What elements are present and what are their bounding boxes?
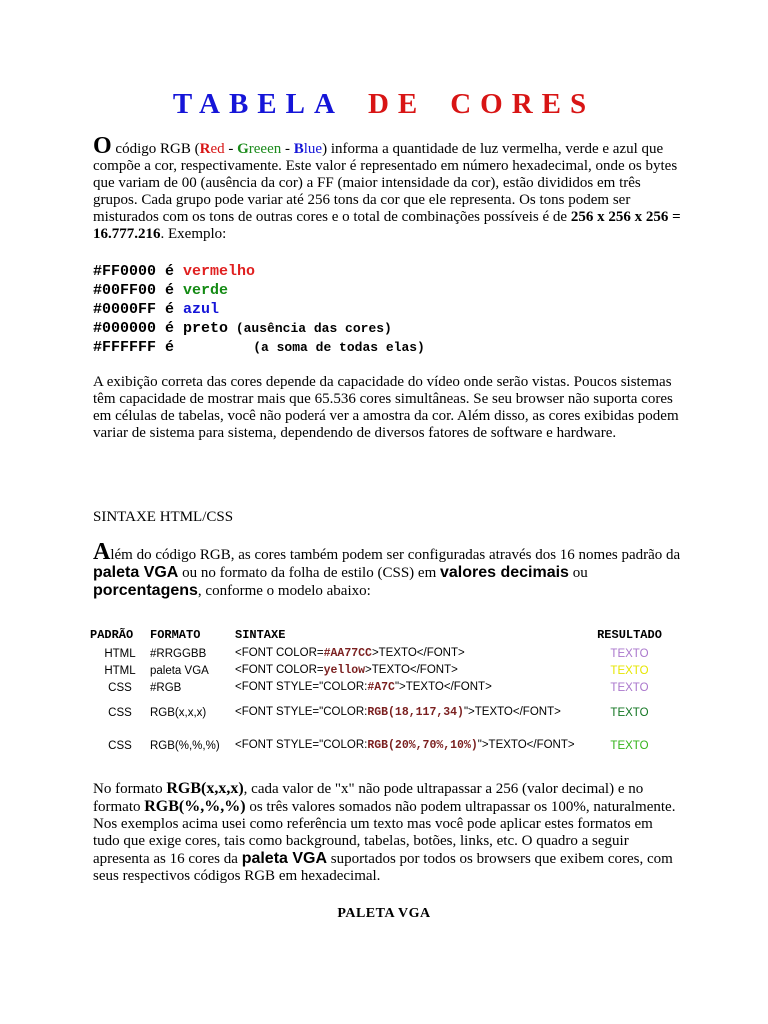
drop-cap: O — [93, 133, 112, 159]
color-note: (ausência das cores) — [228, 321, 392, 336]
blue-rest: lue — [303, 141, 323, 157]
cell-sintaxe — [235, 645, 587, 662]
hex-example-white — [93, 338, 425, 357]
table-row — [90, 729, 672, 762]
drop-cap: A — [93, 539, 111, 565]
cell-resultado: TEXTO — [610, 664, 649, 677]
syntax-pre: <FONT STYLE="COLOR: — [235, 706, 368, 718]
hex-example-red — [93, 262, 425, 281]
cell-sintaxe — [235, 679, 587, 696]
red-rest: ed — [210, 141, 225, 157]
hex-example-blue — [93, 300, 425, 319]
paleta-vga-term: paleta VGA — [93, 564, 179, 581]
intro-text-2: ) informa a quantidade de luz vermelha, verde e azul que compõe a cor, respectivamente. Este valor é representado em número hexadecimal, onde os bytes que variam de 00 (ausência da cor) a FF (maior intensidade da cor), estão divididos em três grupos. Cada grupo pode variar até 256 tons da cor que ele representa. Os tons podem ser misturados com os tons de outras cores e o total de combinações possíveis é de — [93, 141, 678, 225]
paleta-vga-term: paleta VGA — [241, 850, 328, 867]
syntax-paragraph — [93, 539, 683, 600]
syntax-text-1: lém do código RGB, as cores também podem ser configuradas através dos 16 nomes padrão da — [110, 547, 681, 563]
color-note: (a soma de todas elas) — [183, 340, 425, 355]
syntax-pre: <FONT COLOR= — [235, 647, 324, 659]
porcentagens-term: porcentagens — [93, 582, 198, 599]
cell-formato: #RGB — [150, 681, 182, 694]
hex-example-black — [93, 319, 425, 338]
format-text-2: , cada valor de "x" não pode ultrapassar a 256 (valor decimal) e no formato — [93, 781, 644, 815]
format-text-3: os três valores somados não podem ultrapassar os 100%, naturalmente. Nos exemplos acima usei como referência um texto mas você pode aplicar estes formatos em tudo que exige cores, tais como background, tabelas, botões, links, etc. O quadro a seguir apresenta as 16 cores da — [93, 799, 676, 867]
cell-resultado: TEXTO — [610, 739, 649, 752]
table-row — [90, 679, 672, 696]
cell-padrao: HTML — [104, 664, 136, 677]
blue-initial: B — [293, 141, 304, 157]
cell-padrao: CSS — [108, 681, 132, 694]
intro-text-1: código RGB ( — [111, 141, 200, 157]
syntax-value: #A7C — [367, 681, 395, 694]
table-row — [90, 645, 672, 662]
cell-sintaxe — [235, 696, 587, 729]
header-padrao: PADRÃO — [90, 628, 134, 642]
cell-resultado: TEXTO — [610, 706, 649, 719]
table-header-row — [90, 625, 672, 645]
rgb-percent-term: RGB(%,%,%) — [144, 798, 246, 815]
cell-resultado: TEXTO — [610, 681, 649, 694]
color-name: preto — [183, 320, 229, 337]
paleta-vga-heading: PALETA VGA — [337, 906, 431, 921]
syntax-pre: <FONT STYLE="COLOR: — [235, 681, 368, 693]
color-name: verde — [183, 282, 229, 299]
title-word-tabela: TABELA — [172, 88, 344, 120]
separator: - — [281, 141, 294, 157]
color-name: azul — [183, 301, 220, 318]
syntax-value: yellow — [323, 664, 366, 677]
format-paragraph — [93, 780, 683, 885]
rgb-decimal-term: RGB(x,x,x) — [166, 780, 244, 797]
title-word-de: DE — [367, 88, 427, 120]
syntax-post: ">TEXTO</FONT> — [477, 739, 575, 751]
header-resultado: RESULTADO — [597, 628, 662, 642]
title-word-cores: CORES — [450, 88, 596, 120]
syntax-post: >TEXTO</FONT> — [371, 647, 465, 659]
intro-text-3: . Exemplo: — [160, 226, 227, 242]
hex-code: #FF0000 é — [93, 263, 184, 280]
cell-sintaxe — [235, 662, 587, 679]
syntax-value: RGB(20%,70%,10%) — [367, 739, 478, 752]
cell-formato: #RRGGBB — [150, 647, 207, 660]
table-row — [90, 662, 672, 679]
hex-examples — [93, 262, 425, 357]
syntax-post: >TEXTO</FONT> — [365, 664, 458, 676]
syntax-pre: <FONT COLOR= — [235, 664, 324, 676]
syntax-text-4: , conforme o modelo abaixo: — [197, 583, 371, 599]
page-title — [0, 88, 768, 121]
color-name: vermelho — [183, 263, 256, 280]
syntax-value: RGB(18,117,34) — [367, 706, 464, 719]
cell-sintaxe — [235, 729, 587, 762]
valores-decimais-term: valores decimais — [439, 564, 569, 581]
syntax-post: ">TEXTO</FONT> — [394, 681, 492, 693]
section-heading: SINTAXE HTML/CSS — [93, 509, 234, 525]
hex-code: #000000 é — [93, 320, 184, 337]
syntax-text-3: ou — [568, 565, 588, 581]
syntax-pre: <FONT STYLE="COLOR: — [235, 739, 368, 751]
cell-resultado: TEXTO — [610, 647, 649, 660]
format-text-4: suportados por todos os browsers que exibem cores, com seus respectivos códigos RGB em hexadecimal. — [93, 851, 673, 884]
header-formato: FORMATO — [150, 628, 201, 642]
cell-formato: RGB(x,x,x) — [150, 706, 207, 719]
syntax-table — [90, 625, 672, 762]
cell-formato: paleta VGA — [150, 664, 209, 677]
cell-padrao: CSS — [108, 739, 132, 752]
intro-paragraph — [93, 133, 683, 243]
format-text-1: No formato — [93, 781, 167, 797]
hex-code: #FFFFFF é — [93, 339, 184, 356]
green-rest: reeen — [248, 141, 282, 157]
hex-code: #00FF00 é — [93, 282, 184, 299]
hex-code: #0000FF é — [93, 301, 184, 318]
red-initial: R — [199, 141, 211, 157]
display-paragraph: A exibição correta das cores depende da capacidade do vídeo onde serão vistas. Poucos sistemas têm capacidade de mostrar mais que 65.536 cores simultâneas. Se seu browser não suporta cores em células de tabelas, você não poderá ver a amostra da cor. Além disso, as cores exibidas podem variar de sistema para sistema, dependendo de diversos fatores de software e hardware. — [93, 374, 679, 441]
cell-padrao: HTML — [104, 647, 136, 660]
syntax-text-2: ou no formato da folha de estilo (CSS) em — [178, 565, 440, 581]
syntax-post: ">TEXTO</FONT> — [463, 706, 561, 718]
syntax-value: #AA77CC — [323, 647, 372, 660]
separator: - — [224, 141, 238, 157]
combination-count: 256 x 256 x 256 = 16.777.216 — [93, 209, 681, 242]
header-sintaxe: SINTAXE — [235, 628, 286, 642]
hex-example-green — [93, 281, 425, 300]
table-row — [90, 696, 672, 729]
cell-padrao: CSS — [108, 706, 132, 719]
cell-formato: RGB(%,%,%) — [150, 739, 220, 752]
green-initial: G — [237, 141, 249, 157]
